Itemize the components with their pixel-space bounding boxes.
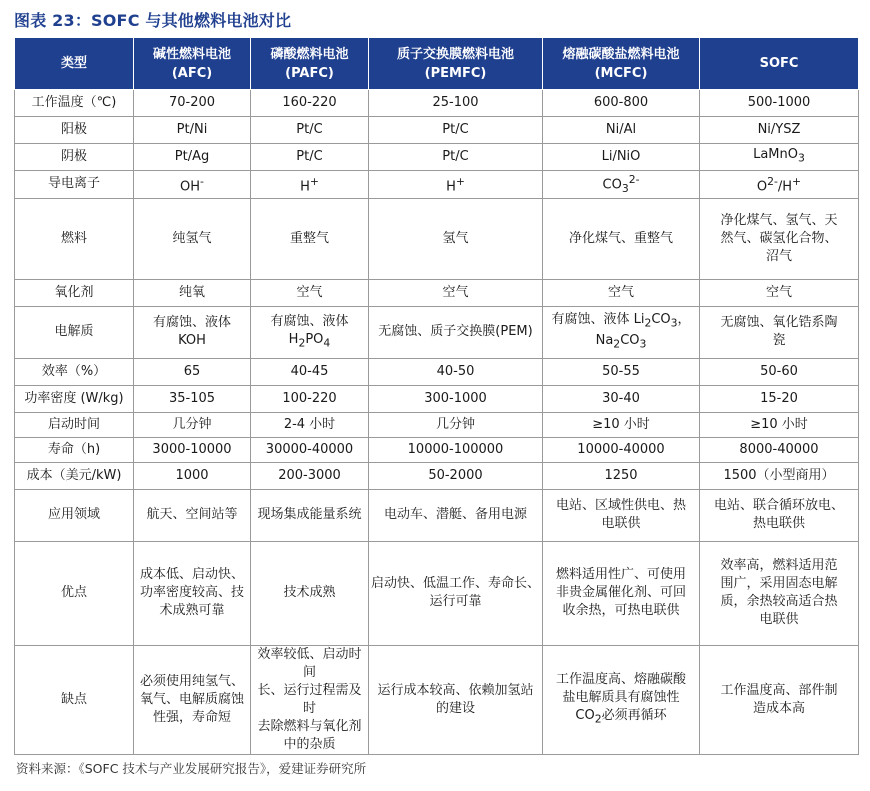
row-anode — [15, 117, 859, 144]
cell-pafc: H+ — [251, 171, 369, 199]
cell-sofc: ≥10 小时 — [700, 412, 859, 437]
row-label: 寿命（h) — [15, 437, 134, 462]
cell-pemfc: 40-50 — [369, 358, 543, 385]
header-type: 类型 — [15, 38, 134, 90]
cell-sofc: 8000-40000 — [700, 437, 859, 462]
cell-pemfc: 启动快、低温工作、寿命长、 运行可靠 — [369, 541, 543, 645]
row-ion — [15, 171, 859, 199]
row-power-density — [15, 385, 859, 412]
row-cost — [15, 462, 859, 489]
cell-mcfc: 30-40 — [543, 385, 700, 412]
cell-sofc: 电站、联合循环放电、 热电联供 — [700, 489, 859, 541]
cell-afc: 1000 — [134, 462, 251, 489]
cell-pafc: 100-220 — [251, 385, 369, 412]
cell-pemfc: 空气 — [369, 279, 543, 306]
row-application — [15, 489, 859, 541]
cell-mcfc: Ni/Al — [543, 117, 700, 144]
cell-mcfc: 净化煤气、重整气 — [543, 198, 700, 279]
row-fuel — [15, 198, 859, 279]
cell-afc: 必须使用纯氢气、 氧气、电解质腐蚀 性强，寿命短 — [134, 645, 251, 754]
cell-pafc: 技术成熟 — [251, 541, 369, 645]
cell-afc: 成本低、启动快、 功率密度较高、技 术成熟可靠 — [134, 541, 251, 645]
cell-pemfc: 无腐蚀、质子交换膜(PEM) — [369, 306, 543, 358]
cell-afc: 70-200 — [134, 90, 251, 117]
cell-pemfc: 300-1000 — [369, 385, 543, 412]
row-cathode — [15, 144, 859, 171]
cell-afc: 35-105 — [134, 385, 251, 412]
cell-pemfc: Pt/C — [369, 144, 543, 171]
cell-pafc: 200-3000 — [251, 462, 369, 489]
cell-afc: Pt/Ag — [134, 144, 251, 171]
header-row — [15, 38, 859, 90]
cell-sofc: 空气 — [700, 279, 859, 306]
row-label: 阳极 — [15, 117, 134, 144]
cell-pemfc: 25-100 — [369, 90, 543, 117]
cell-afc: 纯氢气 — [134, 198, 251, 279]
row-label: 效率（%） — [15, 358, 134, 385]
cell-pemfc: 10000-100000 — [369, 437, 543, 462]
cell-pemfc: 50-2000 — [369, 462, 543, 489]
cell-pafc: 2-4 小时 — [251, 412, 369, 437]
cell-mcfc: ≥10 小时 — [543, 412, 700, 437]
cell-sofc: 无腐蚀、氧化锆系陶 瓷 — [700, 306, 859, 358]
cell-afc: 几分钟 — [134, 412, 251, 437]
header-sofc: SOFC — [700, 38, 859, 90]
cell-mcfc: 600-800 — [543, 90, 700, 117]
row-label: 阴极 — [15, 144, 134, 171]
cell-pemfc: 氢气 — [369, 198, 543, 279]
cell-mcfc: 1250 — [543, 462, 700, 489]
cell-sofc: 工作温度高、部件制 造成本高 — [700, 645, 859, 754]
cell-mcfc: 有腐蚀、液体 $Li_2CO_3$， $Na_2CO_3$ — [543, 306, 700, 358]
cell-afc: 3000-10000 — [134, 437, 251, 462]
row-label: 优点 — [15, 541, 134, 645]
cell-sofc: 50-60 — [700, 358, 859, 385]
row-startup — [15, 412, 859, 437]
cell-mcfc: $CO_3^{2-}$ — [543, 171, 700, 199]
cell-pafc: 空气 — [251, 279, 369, 306]
cell-mcfc: 电站、区域性供电、热 电联供 — [543, 489, 700, 541]
cell-mcfc: Li/NiO — [543, 144, 700, 171]
figure-title: 图表 23：SOFC 与其他燃料电池对比 — [14, 11, 292, 30]
cell-sofc: 1500（小型商用） — [700, 462, 859, 489]
row-efficiency — [15, 358, 859, 385]
cell-sofc: 效率高，燃料适用范 围广，采用固态电解 质，余热较高适合热 电联供 — [700, 541, 859, 645]
cell-afc: 65 — [134, 358, 251, 385]
cell-pafc: 效率较低、启动时间 长、运行过程需及时 去除燃料与氧化剂 中的杂质 — [251, 645, 369, 754]
cell-sofc: LaMnO$_3$ — [700, 144, 859, 171]
row-label: 启动时间 — [15, 412, 134, 437]
row-oxidant — [15, 279, 859, 306]
row-label: 氧化剂 — [15, 279, 134, 306]
source-note: 资料来源：《SOFC 技术与产业发展研究报告》，爱建证券研究所 — [16, 761, 367, 776]
header-pafc: 磷酸燃料电池 (PAFC) — [251, 38, 369, 90]
cell-afc: 纯氧 — [134, 279, 251, 306]
cell-mcfc: 50-55 — [543, 358, 700, 385]
row-label: 应用领域 — [15, 489, 134, 541]
row-advantages — [15, 541, 859, 645]
cell-pafc: 有腐蚀、液体 $H_2PO_4$ — [251, 306, 369, 358]
cell-sofc: 500-1000 — [700, 90, 859, 117]
cell-mcfc: 工作温度高、熔融碳酸 盐电解质具有腐蚀性 $CO_2$必须再循环 — [543, 645, 700, 754]
cell-afc: OH- — [134, 171, 251, 199]
cell-pafc: Pt/C — [251, 144, 369, 171]
row-lifetime — [15, 437, 859, 462]
cell-afc: 航天、空间站等 — [134, 489, 251, 541]
row-temperature — [15, 90, 859, 117]
cell-afc: 有腐蚀、液体 KOH — [134, 306, 251, 358]
cell-afc: Pt/Ni — [134, 117, 251, 144]
row-label: 电解质 — [15, 306, 134, 358]
header-pemfc: 质子交换膜燃料电池 (PEMFC) — [369, 38, 543, 90]
cell-sofc: 净化煤气、氢气、天 然气、碳氢化合物、 沼气 — [700, 198, 859, 279]
cell-pemfc: H+ — [369, 171, 543, 199]
header-mcfc: 熔融碳酸盐燃料电池 (MCFC) — [543, 38, 700, 90]
cell-sofc: $O^{2-}/H^+$ — [700, 171, 859, 199]
header-afc: 碱性燃料电池 (AFC) — [134, 38, 251, 90]
cell-mcfc: 空气 — [543, 279, 700, 306]
row-label: 成本（美元/kW) — [15, 462, 134, 489]
cell-pafc: 重整气 — [251, 198, 369, 279]
cell-pemfc: 电动车、潜艇、备用电源 — [369, 489, 543, 541]
row-label: 导电离子 — [15, 171, 134, 199]
cell-pemfc: 几分钟 — [369, 412, 543, 437]
row-disadvantages — [15, 645, 859, 754]
cell-pemfc: 运行成本较高、依赖加氢站 的建设 — [369, 645, 543, 754]
cell-sofc: Ni/YSZ — [700, 117, 859, 144]
cell-sofc: 15-20 — [700, 385, 859, 412]
fuel-cell-comparison-table — [14, 37, 859, 755]
row-label: 功率密度 (W/kg) — [15, 385, 134, 412]
row-electrolyte — [15, 306, 859, 358]
row-label: 缺点 — [15, 645, 134, 754]
cell-mcfc: 10000-40000 — [543, 437, 700, 462]
cell-mcfc: 燃料适用性广、可使用 非贵金属催化剂、可回 收余热，可热电联供 — [543, 541, 700, 645]
cell-pemfc: Pt/C — [369, 117, 543, 144]
row-label: 燃料 — [15, 198, 134, 279]
cell-pafc: 160-220 — [251, 90, 369, 117]
cell-pafc: 40-45 — [251, 358, 369, 385]
row-label: 工作温度（℃) — [15, 90, 134, 117]
cell-pafc: 现场集成能量系统 — [251, 489, 369, 541]
cell-pafc: 30000-40000 — [251, 437, 369, 462]
cell-pafc: Pt/C — [251, 117, 369, 144]
